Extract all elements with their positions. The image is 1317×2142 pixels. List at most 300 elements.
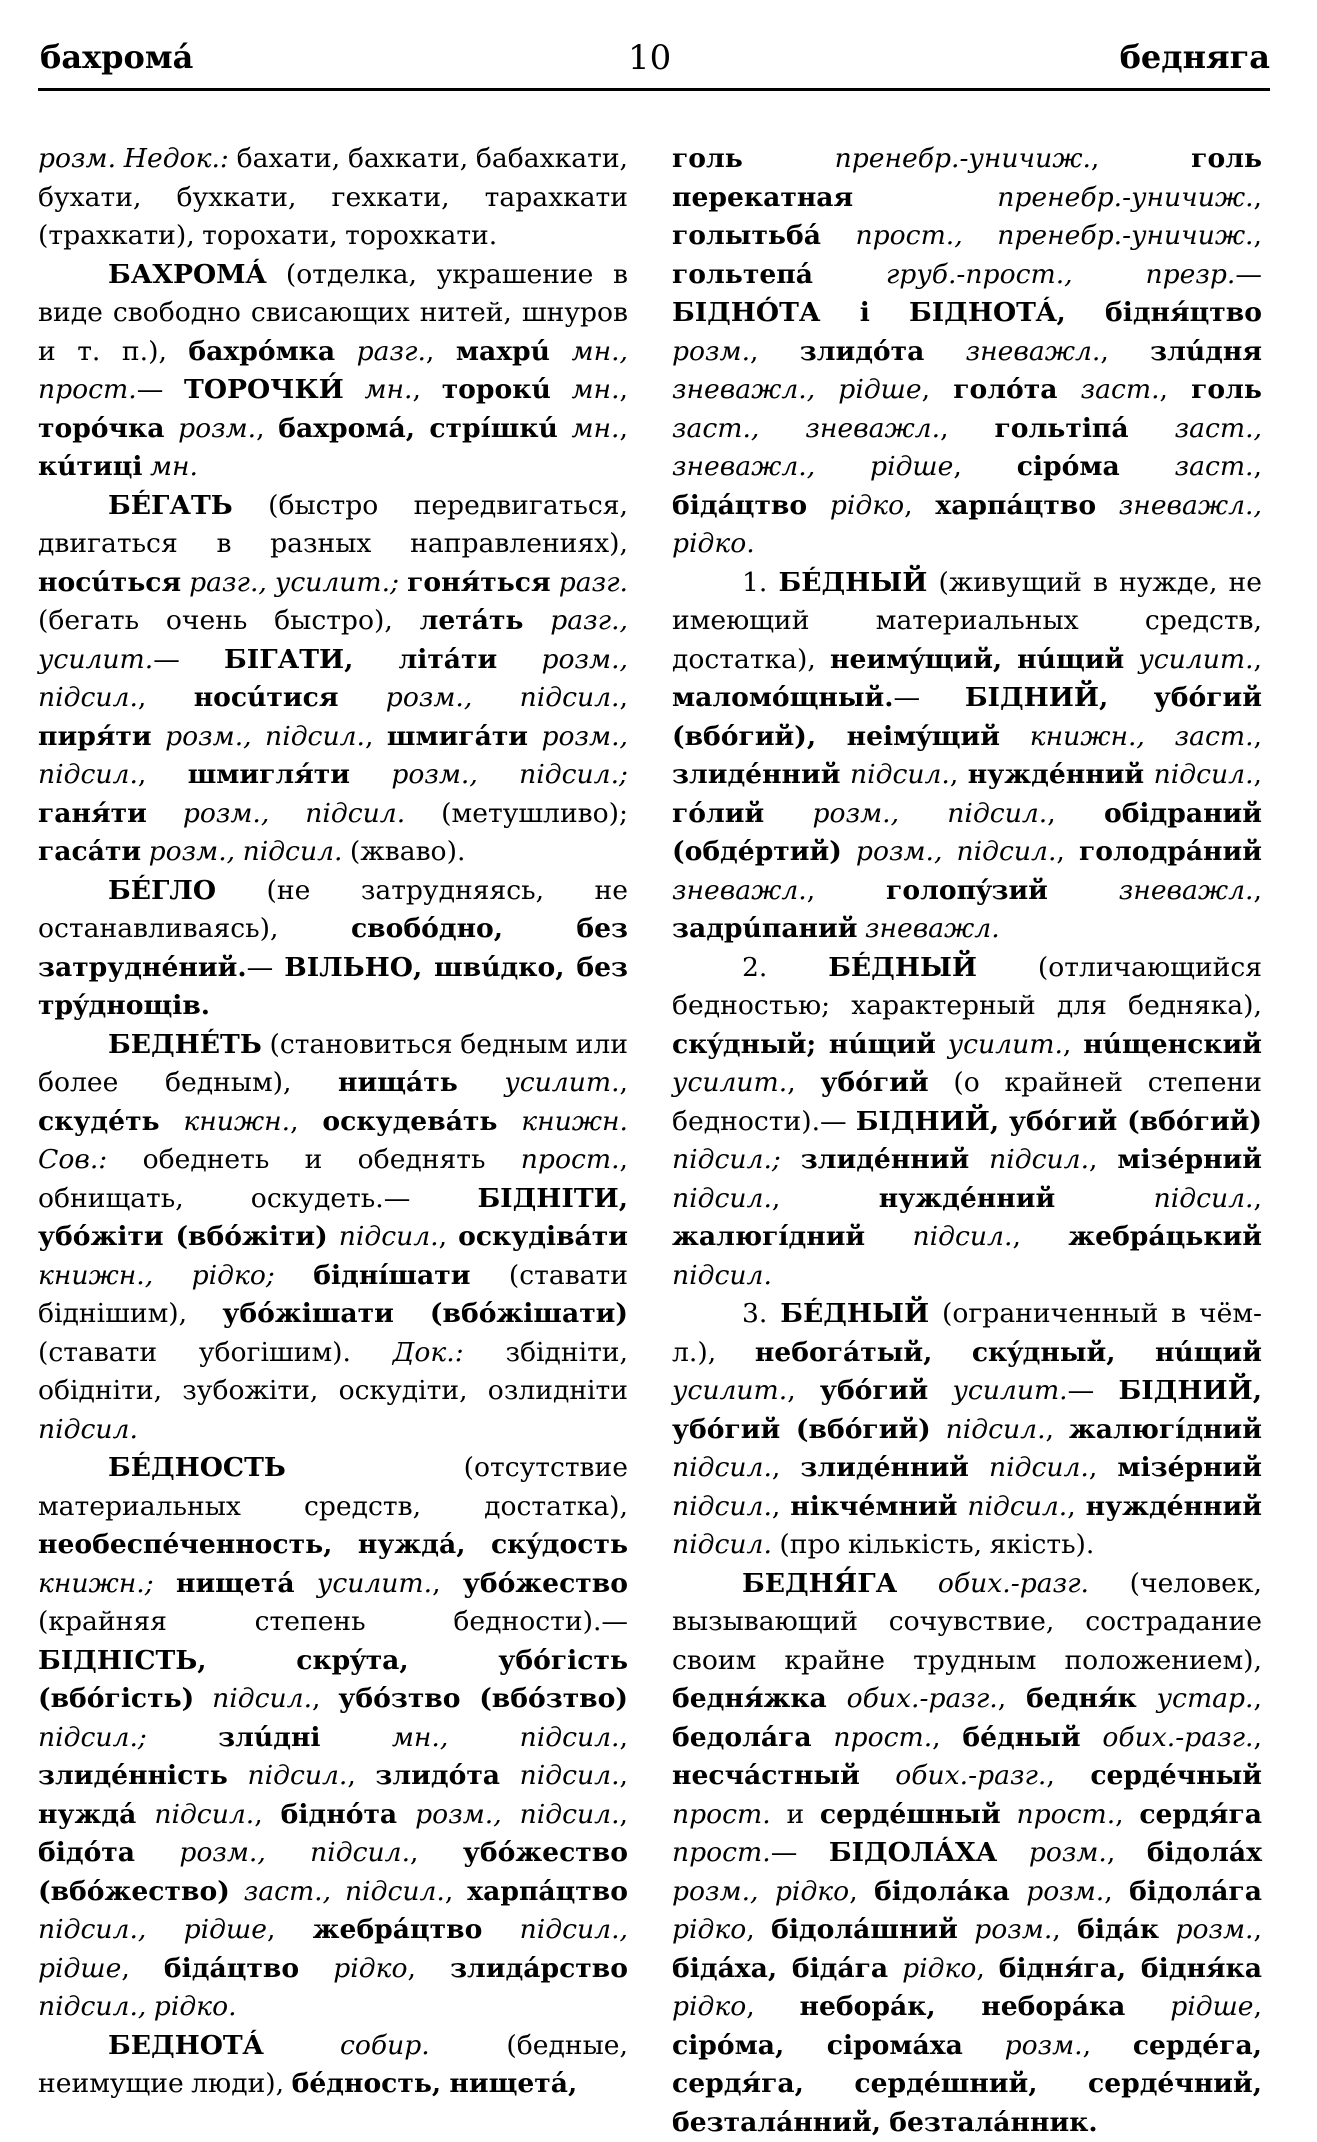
entry-text: (ставати біднішим), — [38, 1260, 628, 1330]
entry-text: (жваво). — [342, 836, 465, 867]
headword: БІДНИЙ, убóгий (вбóгий) — [672, 1375, 1262, 1445]
entry-text — [1120, 451, 1175, 482]
entry-text — [931, 1414, 946, 1445]
headword: торокú — [442, 374, 551, 405]
entry-text: и — [771, 1799, 820, 1830]
entry-text — [143, 451, 150, 482]
headword: злидóта — [800, 336, 925, 367]
entry-text — [497, 644, 541, 675]
entry-text: , — [1254, 1722, 1262, 1753]
entry-text: , — [1047, 798, 1104, 829]
headword: бідолáх — [1147, 1837, 1262, 1868]
usage-label: мн., підсил. — [392, 1722, 620, 1753]
entry-text: , — [620, 374, 628, 405]
entry-text: (становиться бедным или более бедным), — [38, 1029, 628, 1099]
usage-label: груб.-прост., презр. — [886, 259, 1236, 290]
entry-text — [321, 1722, 392, 1753]
entry-text: , — [254, 1799, 280, 1830]
entry-text: , — [1056, 836, 1079, 867]
usage-label: підсил. — [520, 1760, 620, 1791]
entry-text — [897, 1568, 938, 1599]
entry-text: (метушливо); — [405, 798, 628, 829]
entry-text — [328, 1221, 339, 1252]
usage-label: розм., підсил. — [38, 644, 628, 714]
headword: ВІЛЬНО, швúдко, без трýднощів. — [38, 952, 628, 1022]
usage-label: прост. — [672, 1837, 771, 1868]
entry-text — [194, 1683, 212, 1714]
entry-text: , — [849, 1876, 874, 1907]
headword: свобóдно, без затруднéний. — [38, 913, 628, 983]
headword: голытьбá — [672, 220, 821, 251]
usage-label: прост. — [672, 1799, 771, 1830]
headword: бідолáга — [1129, 1876, 1262, 1907]
dictionary-entry — [672, 1295, 1262, 1565]
entry-text — [135, 1837, 179, 1868]
usage-label: обих.-разг. — [895, 1760, 1046, 1791]
entry-text: — — [137, 374, 184, 405]
entry-text — [344, 374, 365, 405]
headword: бідолáшний — [771, 1914, 958, 1945]
entry-text — [1081, 1722, 1103, 1753]
headword: жалюгíдний — [672, 1221, 865, 1252]
headword: злидéнний — [672, 759, 840, 790]
entry-text: , — [1046, 1414, 1069, 1445]
headword: злúдні — [218, 1722, 320, 1753]
entry-text: , — [256, 413, 278, 444]
entry-text — [936, 1029, 948, 1060]
usage-label: книжн. Сов.: — [38, 1106, 628, 1176]
usage-label: зневажл., рідко. — [672, 490, 1262, 560]
entry-text: , — [746, 1991, 799, 2022]
entry-text — [528, 721, 541, 752]
entry-text: , — [904, 490, 935, 521]
usage-label: заст. — [1081, 374, 1160, 405]
usage-label: розм., підсил. — [183, 798, 405, 829]
usage-label: мн. — [150, 451, 198, 482]
usage-label: мн. — [364, 374, 412, 405]
usage-label: собир. — [340, 2030, 430, 2061]
usage-label: усилит. — [948, 1029, 1063, 1060]
entry-text: , — [445, 1876, 467, 1907]
entry-text — [827, 1683, 847, 1714]
entry-text — [1010, 1876, 1026, 1907]
entry-text — [928, 1375, 952, 1406]
headword: нищетá — [176, 1568, 295, 1599]
entry-text: , — [407, 1953, 450, 1984]
entry-text: , — [1254, 875, 1262, 906]
dictionary-entry — [38, 2027, 628, 2104]
entry-text: , — [267, 1914, 313, 1945]
entry-text — [1144, 759, 1153, 790]
dictionary-entry — [38, 140, 628, 256]
usage-label: усилит. — [504, 1067, 619, 1098]
headword: гольтепá — [672, 259, 813, 290]
headword: бахрóмка — [188, 336, 335, 367]
usage-label: підсил. — [967, 1491, 1067, 1522]
headword: гасáти — [38, 836, 141, 867]
usage-label: підсил. — [1154, 759, 1254, 790]
entry-text: , — [620, 1760, 628, 1791]
entry-text: , — [746, 1914, 771, 1945]
headword: неимýщий, нúщий — [830, 644, 1124, 675]
entry-text — [842, 836, 856, 867]
entry-text — [147, 798, 183, 829]
entry-text — [963, 2030, 1005, 2061]
usage-label: підсил., рідше — [38, 1914, 628, 1984]
usage-label: розм., підсил.; — [391, 759, 628, 790]
entry-text: (отделка, украшение в виде свободно свисающих нитей, шнуров и т. п.), — [38, 259, 628, 367]
headword: БІДНÓТА і БІДНОТÁ, бідня́цтво — [672, 297, 1262, 328]
headword: летáть — [420, 605, 524, 636]
dictionary-entry — [38, 1449, 628, 2027]
headword: БÉГАТЬ — [108, 490, 233, 521]
entry-text: , обнищать, оскудеть.— — [38, 1144, 628, 1214]
headword: сердéга, сердя́га, сердéшний, сердéчний, безталáнний, безталáнник. — [672, 2030, 1262, 2138]
entry-text — [821, 220, 856, 251]
usage-label: розм., рідко — [672, 1876, 849, 1907]
entry-text: , — [940, 413, 994, 444]
entry-text — [338, 682, 385, 713]
usage-label: рідко — [830, 490, 904, 521]
headword: гольтіпá — [995, 413, 1129, 444]
entry-text: , — [620, 1067, 628, 1098]
headword: БÉДНОСТЬ — [108, 1452, 286, 1483]
usage-label: заст. — [1175, 451, 1254, 482]
entry-text: , — [413, 374, 442, 405]
entry-text: , — [439, 1221, 458, 1252]
entry-text: , — [922, 374, 954, 405]
usage-label: підсил. — [672, 1491, 772, 1522]
entry-text: , — [976, 1953, 998, 1984]
usage-label: підсил.; — [38, 1722, 147, 1753]
entry-text: , — [1115, 1799, 1139, 1830]
entry-text: , — [1254, 721, 1262, 752]
entry-text — [1055, 1183, 1153, 1214]
entry-text: , — [750, 336, 800, 367]
entry-text: , — [772, 1183, 879, 1214]
entry-text — [299, 1953, 333, 1984]
entry-text: 2. — [742, 952, 828, 983]
headword: голь перекатная — [672, 143, 1262, 213]
entry-text — [295, 1568, 317, 1599]
headword: БІГАТИ, літáти — [224, 644, 497, 675]
entry-text: (живущий в нужде, не имеющий материальных средств, достатка), — [672, 567, 1262, 675]
entry-text — [1001, 1799, 1017, 1830]
headword: махрú — [456, 336, 550, 367]
entry-text — [969, 1452, 989, 1483]
usage-label: підсил.; — [672, 1144, 781, 1175]
entry-text — [558, 413, 572, 444]
usage-label: підсил. — [672, 1452, 772, 1483]
entry-text — [500, 1760, 520, 1791]
entry-text: , — [1089, 1452, 1118, 1483]
usage-label: мн. — [571, 413, 619, 444]
headword: нищáть — [338, 1067, 458, 1098]
headword: жебрáцький — [1068, 1221, 1262, 1252]
usage-label: розм., підсил. — [415, 1799, 619, 1830]
headword: БІДОЛÁХА — [829, 1837, 997, 1868]
usage-label: розм. — [672, 336, 750, 367]
headword: голóта — [953, 374, 1057, 405]
headword: харпáцтво — [467, 1876, 628, 1907]
usage-label: підсил. — [989, 1452, 1089, 1483]
entry-text: бахати, бахкати, бабахкати, бухати, бухкати, гехкати, тарахкати (трахкати), торохати, торохкати. — [38, 143, 628, 251]
entry-text: збідніти, обідніти, зубожіти, оскудіти, озлидніти — [38, 1337, 628, 1407]
headword: убóжество (вбóжество) — [38, 1837, 628, 1907]
headword: жебрáцтво — [313, 1914, 483, 1945]
headword: задрúпаний — [672, 913, 857, 944]
usage-label: обих.-разг. — [938, 1568, 1089, 1599]
usage-label: мн., прост. — [38, 336, 628, 406]
usage-label: зневажл. — [672, 875, 807, 906]
headword: убóзтво (вбóзтво) — [338, 1683, 628, 1714]
headword: необеспéченность, нуждá, скýдость — [38, 1529, 628, 1560]
headword: БЕДНОТÁ — [108, 2030, 263, 2061]
usage-label: підсил., рідше — [38, 1914, 267, 1945]
entry-text — [497, 1106, 521, 1137]
usage-label: підсил. — [672, 1260, 772, 1291]
usage-label: розм. Недок.: — [38, 143, 229, 174]
headword: неборáк, неборáка — [800, 1991, 1126, 2022]
entry-text: — — [771, 1837, 829, 1868]
headword: шмигля́ти — [188, 759, 350, 790]
entry-text: , — [410, 1837, 463, 1868]
headword: жалюгíдний — [1069, 1414, 1262, 1445]
entry-text: 1. — [742, 567, 779, 598]
entry-text — [958, 1914, 974, 1945]
headword: бідáк — [1077, 1914, 1159, 1945]
headword: носúться — [38, 567, 181, 598]
usage-label: книжн. — [183, 1106, 290, 1137]
entry-text: (ограниченный в чём-л.), — [672, 1298, 1262, 1368]
entry-text: , — [620, 1722, 628, 1753]
headword: БІДНІТИ, убóжіти (вбóжіти) — [38, 1183, 628, 1253]
entry-text — [1057, 374, 1080, 405]
entry-text: , — [312, 1683, 338, 1714]
usage-label: рідко — [333, 1953, 407, 1984]
entry-text: , — [1254, 220, 1262, 251]
usage-label: розм., підсил. — [38, 721, 628, 791]
entry-text: , — [1254, 644, 1262, 675]
usage-label: пренебр.-уничиж. — [997, 182, 1253, 213]
headword: злидéнність — [38, 1760, 228, 1791]
headword: оскудівáти — [458, 1221, 628, 1252]
usage-label: разг. — [357, 336, 426, 367]
headword: обідраний (обдéртий) — [672, 798, 1262, 868]
headword: кúтиці — [38, 451, 143, 482]
entry-text: — — [1068, 1375, 1119, 1406]
entry-text: , — [1254, 1914, 1262, 1945]
usage-label: розм. — [1005, 2030, 1083, 2061]
entry-text — [551, 374, 572, 405]
usage-label: підсил. — [339, 1221, 439, 1252]
usage-label: книжн., рідко; — [38, 1260, 275, 1291]
dictionary-entry — [38, 256, 628, 487]
entry-text — [482, 1914, 519, 1945]
headword: убóжішати (вбóжішати) — [222, 1298, 628, 1329]
usage-label: разг. — [559, 567, 628, 598]
usage-label: устар. — [1157, 1683, 1254, 1714]
entry-text: , — [1091, 143, 1191, 174]
entry-text — [1048, 875, 1119, 906]
entry-text — [335, 336, 357, 367]
usage-label: розм., підсил. — [813, 798, 1048, 829]
headword: убóгий — [820, 1067, 928, 1098]
headword: убóжество — [463, 1568, 628, 1599]
entry-text — [1096, 490, 1119, 521]
entry-text — [807, 490, 830, 521]
entry-text: — — [1235, 259, 1262, 290]
headword: ганя́ти — [38, 798, 147, 829]
headword: БЕДНÉТЬ — [108, 1029, 262, 1060]
entry-text: , — [1046, 1760, 1090, 1791]
usage-label: усилит. — [672, 1375, 787, 1406]
entry-text — [1159, 1914, 1175, 1945]
entry-text — [152, 721, 165, 752]
headword: нúщенский — [1083, 1029, 1262, 1060]
headword: біднóта — [281, 1799, 397, 1830]
headword: бедолáга — [672, 1722, 812, 1753]
usage-label: розм., підсил. — [149, 836, 343, 867]
headword: мізéрний — [1117, 1144, 1262, 1175]
entry-text — [1000, 721, 1030, 752]
entry-text: , — [1254, 1683, 1262, 1714]
entry-text — [888, 1953, 902, 1984]
entry-text: , — [138, 682, 194, 713]
entry-text: (о крайней степени бедности).— — [672, 1067, 1262, 1137]
headword: гóлий — [672, 798, 764, 829]
usage-label: розм. — [1029, 1837, 1107, 1868]
headword: злúдня — [1150, 336, 1262, 367]
entry-text: , — [787, 1375, 820, 1406]
headword: нуждá — [38, 1799, 136, 1830]
headword: бідóта — [38, 1837, 135, 1868]
entry-text — [813, 259, 886, 290]
usage-label: заст., зневажл. — [672, 413, 940, 444]
headword: злидéнний — [800, 1452, 968, 1483]
usage-label: прост. — [1016, 1799, 1115, 1830]
headword: БЕДНЯ́ГА — [742, 1568, 897, 1599]
usage-label: підсил. — [212, 1683, 312, 1714]
entry-text: , — [1107, 1837, 1147, 1868]
usage-label: розм., підсил. — [165, 721, 365, 752]
entry-text: , — [620, 682, 628, 713]
entry-text: , — [1100, 336, 1150, 367]
usage-label: підсил. — [154, 1799, 254, 1830]
usage-label: розм., підсил. — [856, 836, 1057, 867]
entry-text: , — [1012, 1221, 1068, 1252]
usage-label: підсил. — [672, 1529, 772, 1560]
headword: бедня́к — [1026, 1683, 1137, 1714]
entry-text — [551, 567, 559, 598]
entry-text: , — [432, 1568, 463, 1599]
entry-text: , — [1089, 1144, 1117, 1175]
usage-label: підсил. — [989, 1144, 1089, 1175]
left-column — [38, 140, 628, 2104]
usage-label: Док.: — [393, 1337, 464, 1368]
headword: оскудевáть — [322, 1106, 497, 1137]
usage-label: прост. — [833, 1722, 932, 1753]
entry-text: , — [138, 759, 188, 790]
entry-text: , — [772, 1491, 790, 1522]
headword: голь — [672, 143, 743, 174]
usage-label: усилит. — [317, 1568, 432, 1599]
page-number: 10 — [628, 38, 671, 78]
entry-text: , — [347, 1760, 375, 1791]
dictionary-entry — [38, 1026, 628, 1450]
headword: БÉДНЫЙ — [828, 952, 977, 983]
dictionary-entry — [38, 487, 628, 872]
headword: бідáха, бідáга — [672, 1953, 888, 1984]
entry-text — [228, 1760, 248, 1791]
entry-text — [181, 567, 189, 598]
entry-text — [840, 759, 849, 790]
usage-label: підсил. — [850, 759, 950, 790]
entry-text — [743, 143, 835, 174]
usage-label: разг., усилит.; — [189, 567, 399, 598]
usage-label: розм. — [1026, 1876, 1104, 1907]
entry-text — [550, 336, 572, 367]
entry-text — [399, 567, 407, 598]
headword: нуждéнний — [968, 759, 1144, 790]
entry-text — [154, 1568, 176, 1599]
usage-label: рідко — [672, 1991, 746, 2022]
usage-label: прост., пренебр.-уничиж. — [856, 220, 1254, 251]
headword: бéдный — [962, 1722, 1080, 1753]
usage-label: розм. — [178, 413, 256, 444]
entry-text: — — [894, 682, 965, 713]
entry-text: (ставати убогішим). — [38, 1337, 393, 1368]
entry-text: (человек, вызывающий сочувствие, сострадание своим крайне трудным положением), — [672, 1568, 1262, 1676]
entry-text — [164, 413, 178, 444]
entry-text: , — [1067, 1491, 1085, 1522]
entry-text — [397, 1799, 415, 1830]
usage-label: усилит. — [672, 1067, 787, 1098]
entry-text — [1137, 1683, 1157, 1714]
usage-label: разг., усилит. — [38, 605, 628, 675]
usage-label: рідко — [902, 1953, 976, 1984]
entry-text — [136, 1799, 154, 1830]
entry-text: , — [1254, 759, 1262, 790]
entry-text: обеднеть и обеднять — [107, 1144, 521, 1175]
entry-text: , — [1254, 1991, 1262, 2022]
entry-text — [781, 1144, 801, 1175]
usage-label: розм., підсил. — [179, 1837, 410, 1868]
entry-text: , — [950, 759, 968, 790]
entry-text: , — [1254, 1183, 1262, 1214]
headword: бéдность, нищетá, — [292, 2068, 578, 2099]
entry-text: (крайняя степень бедности).— — [38, 1606, 628, 1637]
usage-label: розм. — [974, 1914, 1052, 1945]
entry-text: (быстро передвигаться, двигаться в разных направлениях), — [38, 490, 628, 560]
headword: сірóма — [1017, 451, 1120, 482]
entry-text — [1124, 644, 1138, 675]
entry-text: (не затрудняясь, не останавливаясь), — [38, 875, 628, 945]
entry-text — [1125, 1991, 1170, 2022]
headword: БАХРОМÁ — [108, 259, 266, 290]
entry-text: 3. — [742, 1298, 780, 1329]
usage-label: зневажл. — [1119, 875, 1254, 906]
usage-label: підсил. — [1154, 1183, 1254, 1214]
usage-label: прост. — [521, 1144, 620, 1175]
entry-text — [263, 2030, 340, 2061]
entry-text: , — [787, 1067, 820, 1098]
usage-label: усилит. — [1138, 644, 1253, 675]
headword: скýдный; нúщий — [672, 1029, 936, 1060]
entry-text: , — [620, 413, 628, 444]
headword: сердéчный — [1090, 1760, 1262, 1791]
entry-text: , — [1063, 1029, 1083, 1060]
